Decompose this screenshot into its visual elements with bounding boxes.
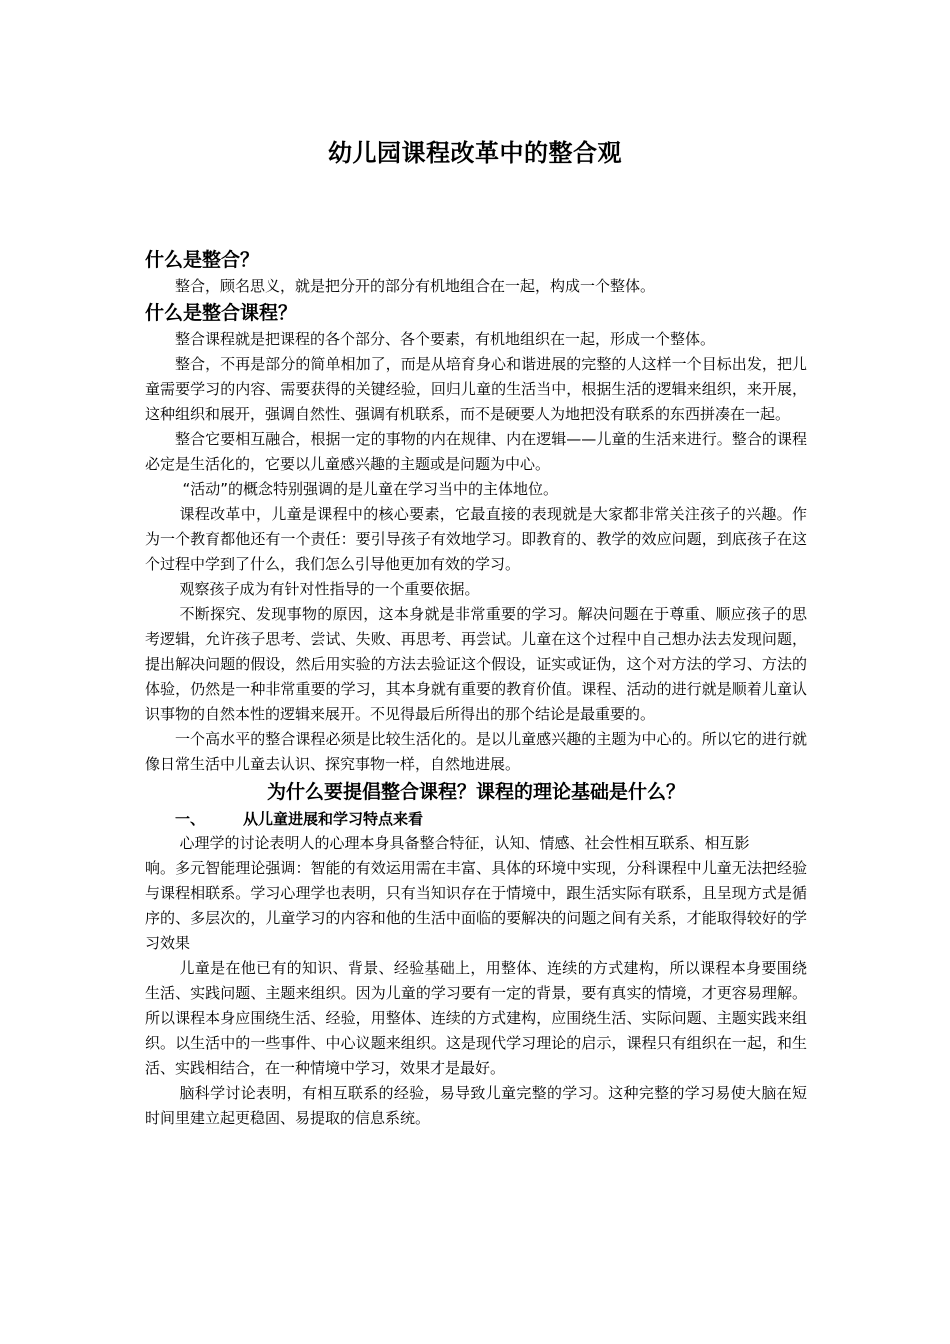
paragraph: 整合它要相互融合，根据一定的事物的内在规律、内在逻辑——儿童的生活来进行。整合的课程必定是生活化的，它要以儿童感兴趣的主题或是问题为中心。 — [145, 430, 807, 473]
paragraph: 整合，顾名思义，就是把分开的部分有机地组合在一起，构成一个整体。 — [175, 277, 656, 295]
paragraph: 心理学的讨论表明人的心理本身具备整合特征，认知、情感、社会性相互联系、相互影 — [179, 834, 750, 852]
paragraph: 不断探究、发现事物的原因，这本身就是非常重要的学习。解决问题在于尊重、顺应孩子的思考逻辑，允许孩子思考、尝试、失败、再思考、再尝试。儿童在这个过程中自己想办法去发现问题，提出解决问题的假设，然后用实验的方法去验证这个假设，证实或证伪，这个对方法的学习、方法的体验，仍然是一种非常重要的学习，其本身就有重要的教育价值。课程、活动的进行就是顺着儿童认识事物的自然本性的逻辑来展开。不见得最后所得出的那个结论是最重要的。 — [145, 605, 807, 723]
paragraph: 儿童是在他已有的知识、背景、经验基础上，用整体、连续的方式建构，所以课程本身要围绕生活、实践问题、主题来组织。因为儿童的学习要有一定的背景，要有真实的情境，才更容易理解。所以课程本身应围绕生活、经验，用整体、连续的方式建构，应围绕生活、实际问题、主题实践来组织。以生活中的一些事件、中心议题来组织。这是现代学习理论的启示，课程只有组织在一起，和生活、实践相结合，在一种情境中学习，效果才是最好。 — [145, 959, 807, 1077]
document-title: 幼儿园课程改革中的整合观 — [328, 139, 622, 167]
paragraph: 脑科学讨论表明，有相互联系的经验，易导致儿童完整的学习。这种完整的学习易使大脑在短时间里建立起更稳固、易提取的信息系统。 — [145, 1084, 807, 1127]
paragraph: 一个高水平的整合课程必须是比较生活化的。是以儿童感兴趣的主题为中心的。所以它的进行就像日常生活中儿童去认识、探究事物一样，自然地进展。 — [145, 730, 807, 773]
paragraph: 响。多元智能理论强调：智能的有效运用需在丰富、具体的环境中实现，分科课程中儿童无法把经验与课程相联系。学习心理学也表明，只有当知识存在于情境中，跟生活实际有联系，且呈现方式是循序的、多层次的，儿童学习的内容和他的生活中面临的要解决的问题之间有关系，才能取得较好的学习效果 — [145, 859, 807, 952]
paragraph: “活动”的概念特别强调的是儿童在学习当中的主体地位。 — [182, 480, 559, 498]
section-heading-what-is-integration: 什么是整合？ — [145, 249, 260, 271]
paragraph: 整合，不再是部分的简单相加了，而是从培育身心和谐进展的完整的人这样一个目标出发，把儿童需要学习的内容、需要获得的关键经验，回归儿童的生活当中，根据生活的逻辑来组织，来开展，这种组织和展开，强调自然性、强调有机联系，而不是硬要人为地把没有联系的东西拼凑在一起。 — [145, 355, 807, 423]
document-body — [145, 246, 807, 1131]
paragraph: 整合课程就是把课程的各个部分、各个要素，有机地组织在一起，形成一个整体。 — [175, 330, 716, 348]
subsection-heading — [175, 807, 807, 831]
section-heading-what-is-integrated-curriculum: 什么是整合课程？ — [145, 302, 298, 324]
paragraph: 课程改革中，儿童是课程中的核心要素，它最直接的表现就是大家都非常关注孩子的兴趣。作为一个教育都他还有一个责任：要引导孩子有效地学习。即教育的、教学的效应问题，到底孩子在这个过程中学到了什么，我们怎么引导他更加有效的学习。 — [145, 505, 807, 573]
section-heading-why-integrated: 为什么要提倡整合课程？课程的理论基础是什么？ — [266, 781, 685, 803]
subsection-number: 一、 — [175, 810, 206, 828]
subsection-title: 从儿童进展和学习特点来看 — [243, 810, 424, 828]
paragraph: 观察孩子成为有针对性指导的一个重要依据。 — [179, 580, 480, 598]
